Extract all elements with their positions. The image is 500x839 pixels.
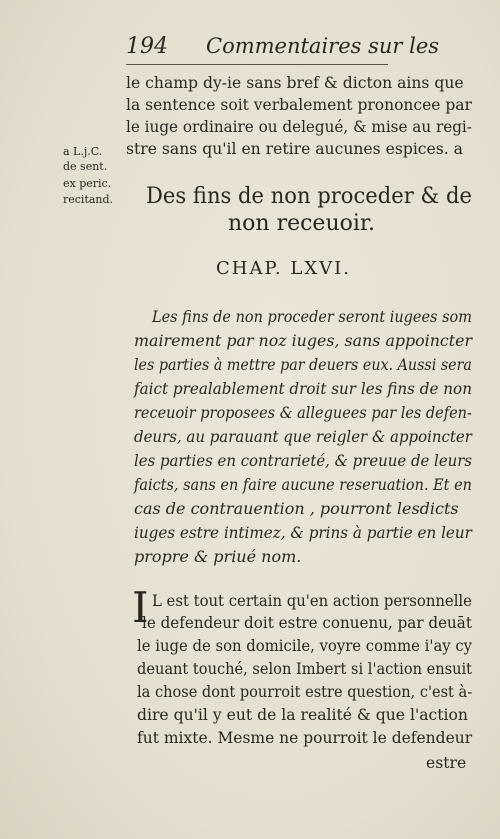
margin-note: ex peric. <box>63 177 112 190</box>
section-title: Des fins de non proceder & de <box>146 184 472 209</box>
text-line: la chose dont pourroit estre question, c'est à- <box>137 683 473 701</box>
drop-capital: I <box>132 583 149 632</box>
italic-line: propre & priué nom. <box>134 547 302 566</box>
italic-line: iuges estre intimez, & prins à partie en leur <box>134 523 472 542</box>
margin-note: de sent. <box>63 160 108 173</box>
text-line: stre sans qu'il en retire aucunes espices. a <box>126 140 463 158</box>
catchword: estre <box>426 754 467 772</box>
italic-line: deurs, au parauant que reigler & appoincter <box>134 427 472 446</box>
margin-note: a L.j.C. <box>63 145 103 158</box>
italic-line: cas de contrauention , pourront lesdicts <box>134 499 459 518</box>
italic-line: mairement par noz iuges, sans appoincter <box>134 331 473 350</box>
text-line: le iuge ordinaire ou delegué, & mise au regi- <box>126 118 472 136</box>
italic-line: faict prealablement droit sur les fins de non <box>134 379 472 398</box>
header-rule <box>126 64 388 65</box>
italic-line: faicts, sans en faire aucune reseruation. Et en <box>134 475 472 494</box>
text-line: deuant touché, selon Imbert si l'action ensuit <box>137 660 473 678</box>
page-number: 194 <box>126 34 168 59</box>
italic-line: Les fins de non proceder seront iugees som <box>152 307 472 326</box>
margin-note: recitand. <box>63 193 114 206</box>
running-title: Commentaires sur les <box>206 34 440 58</box>
italic-line: les parties en contrarieté, & preuue de leurs <box>134 451 473 470</box>
section-title: non receuoir. <box>228 211 375 236</box>
text-line: le iuge de son domicile, voyre comme i'ay cy <box>137 637 473 655</box>
text-line: le defendeur doit estre conuenu, par deuāt <box>142 614 472 632</box>
text-line: fut mixte. Mesme ne pourroit le defendeur <box>137 729 473 747</box>
text-line: le champ dy-ie sans bref & dicton ains que <box>126 74 464 92</box>
italic-line: receuoir proposees & alleguees par les defen- <box>134 403 472 422</box>
text-line: la sentence soit verbalement prononcee par <box>126 96 472 114</box>
italic-line: les parties à mettre par deuers eux. Aussi sera <box>134 355 472 374</box>
text-line: dire qu'il y eut de la realité & que l'action <box>137 706 468 724</box>
text-line: L est tout certain qu'en action personnelle <box>152 592 472 610</box>
page-header <box>126 34 440 64</box>
chapter-heading: CHAP. LXVI. <box>216 258 351 279</box>
